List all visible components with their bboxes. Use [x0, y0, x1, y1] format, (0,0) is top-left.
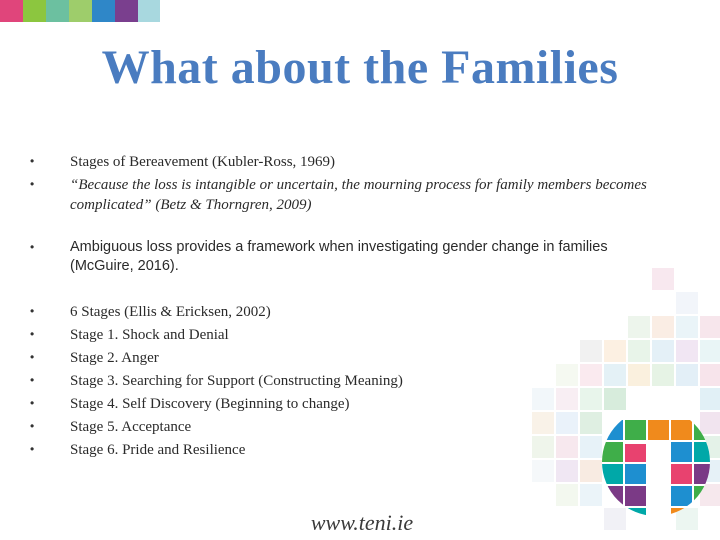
- strip-square: [69, 0, 92, 22]
- slide-title: What about the Families: [101, 41, 619, 94]
- bullet-item: [30, 238, 670, 276]
- bullet-item: [30, 175, 670, 215]
- list-item: [30, 371, 670, 394]
- bullet-marker: •: [30, 327, 35, 341]
- strip-square: [138, 0, 160, 22]
- list-item: [30, 417, 670, 440]
- stage-text: Stage 3. Searching for Support (Constructing Meaning): [70, 373, 403, 389]
- bullet-marker: •: [30, 442, 35, 456]
- bullet-marker: •: [30, 373, 35, 387]
- bullet-marker: •: [30, 240, 35, 254]
- strip-square: [46, 0, 69, 22]
- stage-text: Stage 5. Acceptance: [70, 419, 192, 435]
- strip-square: [115, 0, 138, 22]
- list-item: [30, 302, 670, 325]
- stage-text: Stage 1. Shock and Denial: [70, 327, 229, 343]
- stage-text: Stage 2. Anger: [70, 350, 159, 366]
- bullet-marker: •: [30, 396, 35, 410]
- stage-text: Stage 4. Self Discovery (Beginning to change): [70, 396, 350, 412]
- list-item: [30, 440, 670, 463]
- strip-square: [23, 0, 46, 22]
- bullet-marker: •: [30, 304, 35, 318]
- list-item: [30, 325, 670, 348]
- list-item: [30, 348, 670, 371]
- footer-url: www.teni.ie: [310, 510, 414, 535]
- bullet-text-quote: “Because the loss is intangible or uncertain, the mourning process for family members becomes complicated” (Betz & Thorngren, 2009): [70, 177, 647, 213]
- slide-content: [30, 152, 670, 463]
- strip-square: [0, 0, 23, 22]
- bullet-text-ambiguous-loss: Ambiguous loss provides a framework when investigating gender change in families (McGuire, 2016).: [70, 239, 608, 274]
- bullet-marker: •: [30, 350, 35, 364]
- top-color-strip: [0, 0, 160, 22]
- list-item: [30, 394, 670, 417]
- strip-square: [92, 0, 115, 22]
- stage-text: 6 Stages (Ellis & Ericksen, 2002): [70, 304, 271, 320]
- bullet-item: [30, 152, 670, 175]
- bullet-marker: •: [30, 419, 35, 433]
- bullet-marker: •: [30, 177, 35, 191]
- stages-list: [30, 302, 670, 463]
- bullet-marker: •: [30, 154, 35, 168]
- stage-text: Stage 6. Pride and Resilience: [70, 442, 246, 458]
- bullet-text: Stages of Bereavement (Kubler-Ross, 1969): [70, 154, 336, 170]
